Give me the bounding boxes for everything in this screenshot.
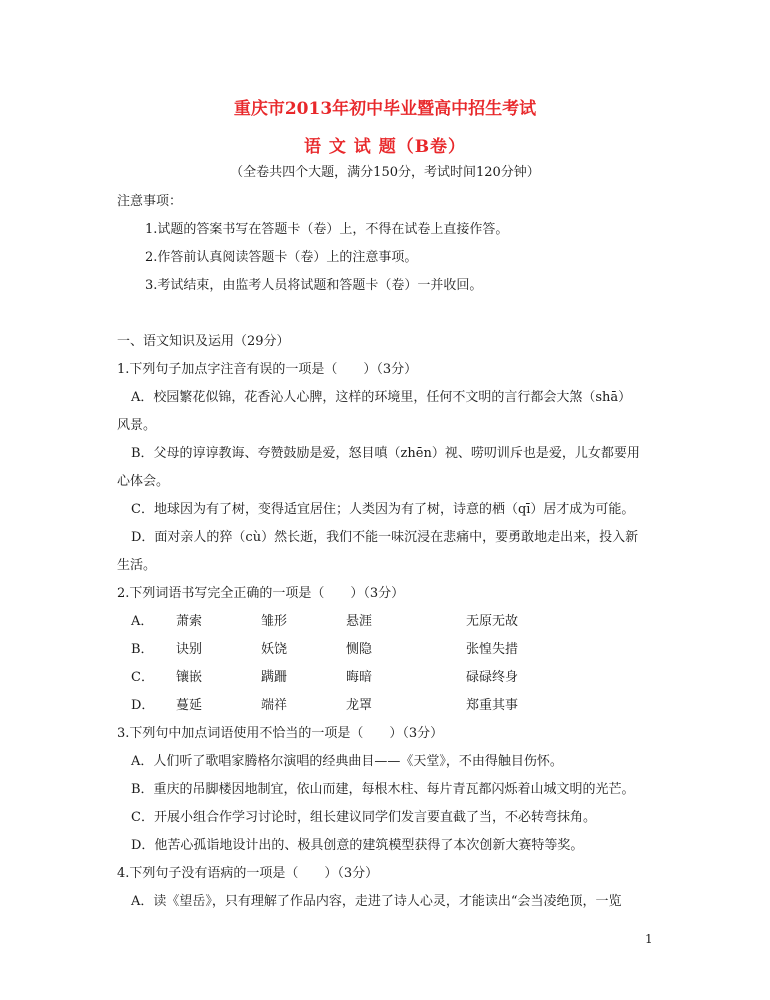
option-letter: C．: [131, 670, 154, 685]
option-word: 悬涯: [346, 614, 373, 629]
notes-item: 2.作答前认真阅读答题卡（卷）上的注意事项。: [145, 250, 418, 265]
option-word: 晦暗: [346, 670, 373, 685]
option-word: 诀别: [176, 642, 203, 657]
exam-subtitle: 语 文 试 题（B卷）: [303, 137, 467, 157]
question-1-option-a-cont: 风景。: [117, 418, 157, 433]
notes-heading: 注意事项：: [117, 194, 183, 209]
question-4-stem: 4.下列句子没有语病的一项是（ ）（3分）: [117, 866, 379, 881]
question-1-stem: 1.下列句子加点字注音有误的一项是（ ）（3分）: [117, 362, 418, 377]
notes-item: 3.考试结束，由监考人员将试题和答题卡（卷）一并收回。: [145, 278, 483, 293]
question-4-option-a: A．读《望岳》，只有理解了作品内容，走进了诗人心灵，才能读出“会当凌绝顶，一览: [131, 894, 622, 909]
question-3-stem: 3.下列句中加点词语使用不恰当的一项是（ ）（3分）: [117, 726, 444, 741]
option-letter: A．: [131, 614, 154, 629]
option-word: 恻隐: [346, 642, 373, 657]
option-word: 郑重其事: [466, 698, 519, 713]
question-1-option-b: B．父母的谆谆教诲、夸赞鼓励是爱，怒目嗔（zhēn）视、唠叨训斥也是爱，儿女都要用: [131, 446, 640, 461]
question-2-option-row: [131, 669, 518, 687]
question-1-option-c: C．地球因为有了树，变得适宜居住；人类因为有了树，诗意的栖（qī）居才成为可能。: [131, 502, 635, 517]
question-3-option-a: A．人们听了歌唱家腾格尔演唱的经典曲目——《天堂》，不由得触目伤怀。: [131, 754, 563, 769]
option-word: 蔓延: [176, 698, 203, 713]
option-word: 雏形: [261, 614, 288, 629]
question-1-option-b-cont: 心体会。: [117, 474, 170, 489]
question-3-option-d: D．他苦心孤诣地设计出的、极具创意的建筑模型获得了本次创新大赛特等奖。: [131, 838, 584, 853]
question-1-option-a: A．校园繁花似锦，花香沁人心脾，这样的环境里，任何不文明的言行都会大煞（shā）: [131, 390, 632, 405]
option-letter: D．: [131, 698, 155, 713]
option-word: 端祥: [261, 698, 288, 713]
question-2-option-row: [131, 641, 518, 659]
option-word: 碌碌终身: [466, 670, 519, 685]
question-1-option-d: D．面对亲人的猝（cù）然长逝，我们不能一味沉浸在悲痛中，要勇敢地走出来，投入新: [131, 530, 639, 545]
question-1-option-d-cont: 生活。: [117, 558, 157, 573]
option-letter: B．: [131, 642, 154, 657]
option-word: 妖饶: [261, 642, 288, 657]
option-word: 蹒跚: [261, 670, 288, 685]
question-2-stem: 2.下列词语书写完全正确的一项是（ ）（3分）: [117, 586, 405, 601]
option-word: 镶嵌: [176, 670, 203, 685]
section-heading: 一、语文知识及运用（29分）: [117, 334, 290, 349]
question-3-option-c: C．开展小组合作学习讨论时，组长建议同学们发言要直截了当，不必转弯抹角。: [131, 810, 596, 825]
option-word: 龙罩: [346, 698, 373, 713]
question-3-option-b: B．重庆的吊脚楼因地制宜，依山而建，每根木柱、每片青瓦都闪烁着山城文明的光芒。: [131, 782, 635, 797]
question-2-option-row: [131, 697, 518, 715]
option-word: 萧索: [176, 614, 203, 629]
option-word: 张惶失措: [466, 642, 519, 657]
question-2-option-row: [131, 613, 518, 631]
exam-title: 重庆市2013年初中毕业暨高中招生考试: [233, 99, 537, 119]
option-word: 无原无故: [466, 614, 519, 629]
exam-info: （全卷共四个大题，满分150分，考试时间120分钟）: [230, 165, 540, 180]
notes-item: 1.试题的答案书写在答题卡（卷）上，不得在试卷上直接作答。: [145, 222, 509, 237]
page-number: 1: [645, 932, 653, 946]
